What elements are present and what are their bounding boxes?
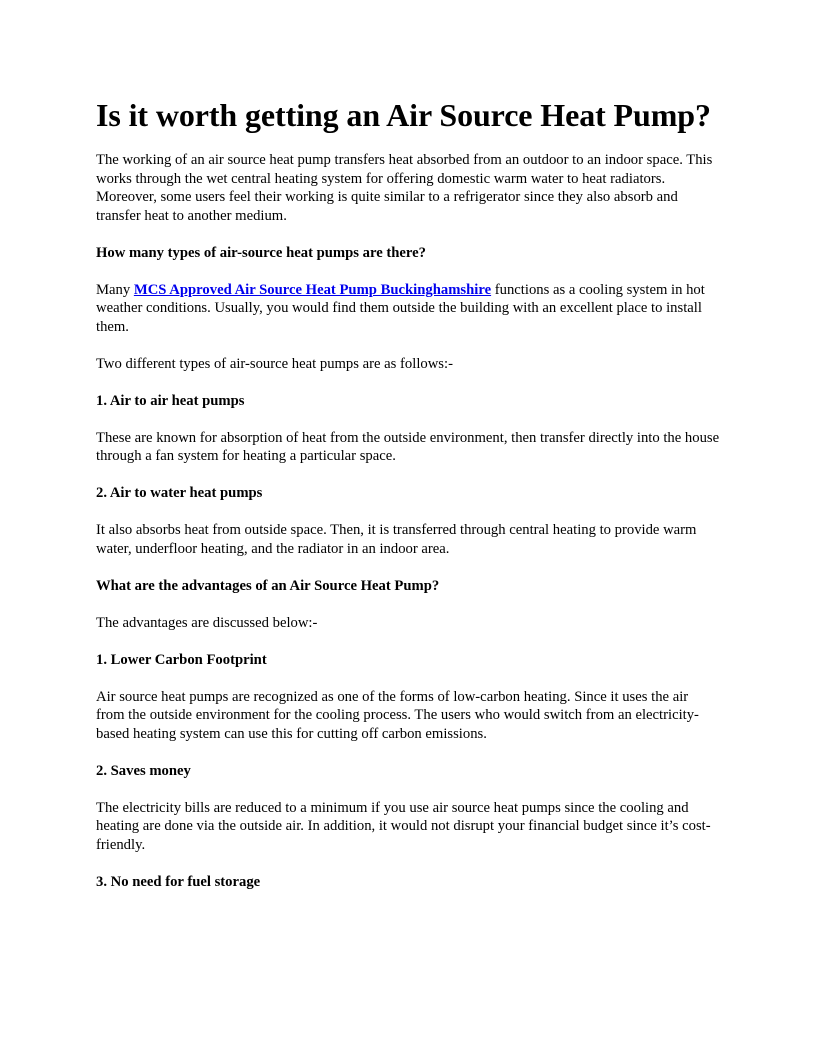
intro-paragraph: The working of an air source heat pump transfers heat absorbed from an outdoor to an indoor space. This works through the wet central heating system for offering domestic warm water to heat radiators. Moreover, some users feel their working is quite similar to a refrigerator since they also absorb and transfer heat to another medium. xyxy=(96,152,713,224)
type2-body: It also absorbs heat from outside space. Then, it is transferred through central heating to provide warm water, underfloor heating, and the radiator in an indoor area. xyxy=(96,522,697,557)
advantages-heading: What are the advantages of an Air Source Heat Pump? xyxy=(96,577,440,594)
types-paragraph xyxy=(96,281,720,337)
types-paragraph-before: Many xyxy=(96,281,134,298)
types-list-intro: Two different types of air-source heat pumps are as follows:- xyxy=(96,355,453,372)
types-paragraph-after: functions as a cooling system in hot weather conditions. Usually, you would find them outside the building with an excellent place to install them. xyxy=(96,281,705,335)
page-title: Is it worth getting an Air Source Heat Pump? xyxy=(96,97,711,133)
types-heading: How many types of air-source heat pumps are there? xyxy=(96,244,427,261)
adv1-heading: 1. Lower Carbon Footprint xyxy=(96,651,267,668)
document-page xyxy=(96,96,720,910)
adv1-body: Air source heat pumps are recognized as one of the forms of low-carbon heating. Since it uses the air from the outside environment for the cooling process. The users who would switch from an electricity-based heating system can use this for cutting off carbon emissions. xyxy=(96,688,699,742)
adv2-body: The electricity bills are reduced to a minimum if you use air source heat pumps since the cooling and heating are done via the outside air. In addition, it would not disrupt your financial budget since it’s cost-friendly. xyxy=(96,799,711,853)
adv3-heading: 3. No need for fuel storage xyxy=(96,873,261,890)
type2-heading: 2. Air to water heat pumps xyxy=(96,485,263,501)
type1-body: These are known for absorption of heat from the outside environment, then transfer directly into the house through a fan system for heating a particular space. xyxy=(96,429,720,464)
type1-heading: 1. Air to air heat pumps xyxy=(96,392,245,409)
advantages-intro: The advantages are discussed below:- xyxy=(96,614,318,631)
adv2-heading: 2. Saves money xyxy=(96,762,191,779)
mcs-approved-link[interactable]: MCS Approved Air Source Heat Pump Buckinghamshire xyxy=(133,281,492,298)
